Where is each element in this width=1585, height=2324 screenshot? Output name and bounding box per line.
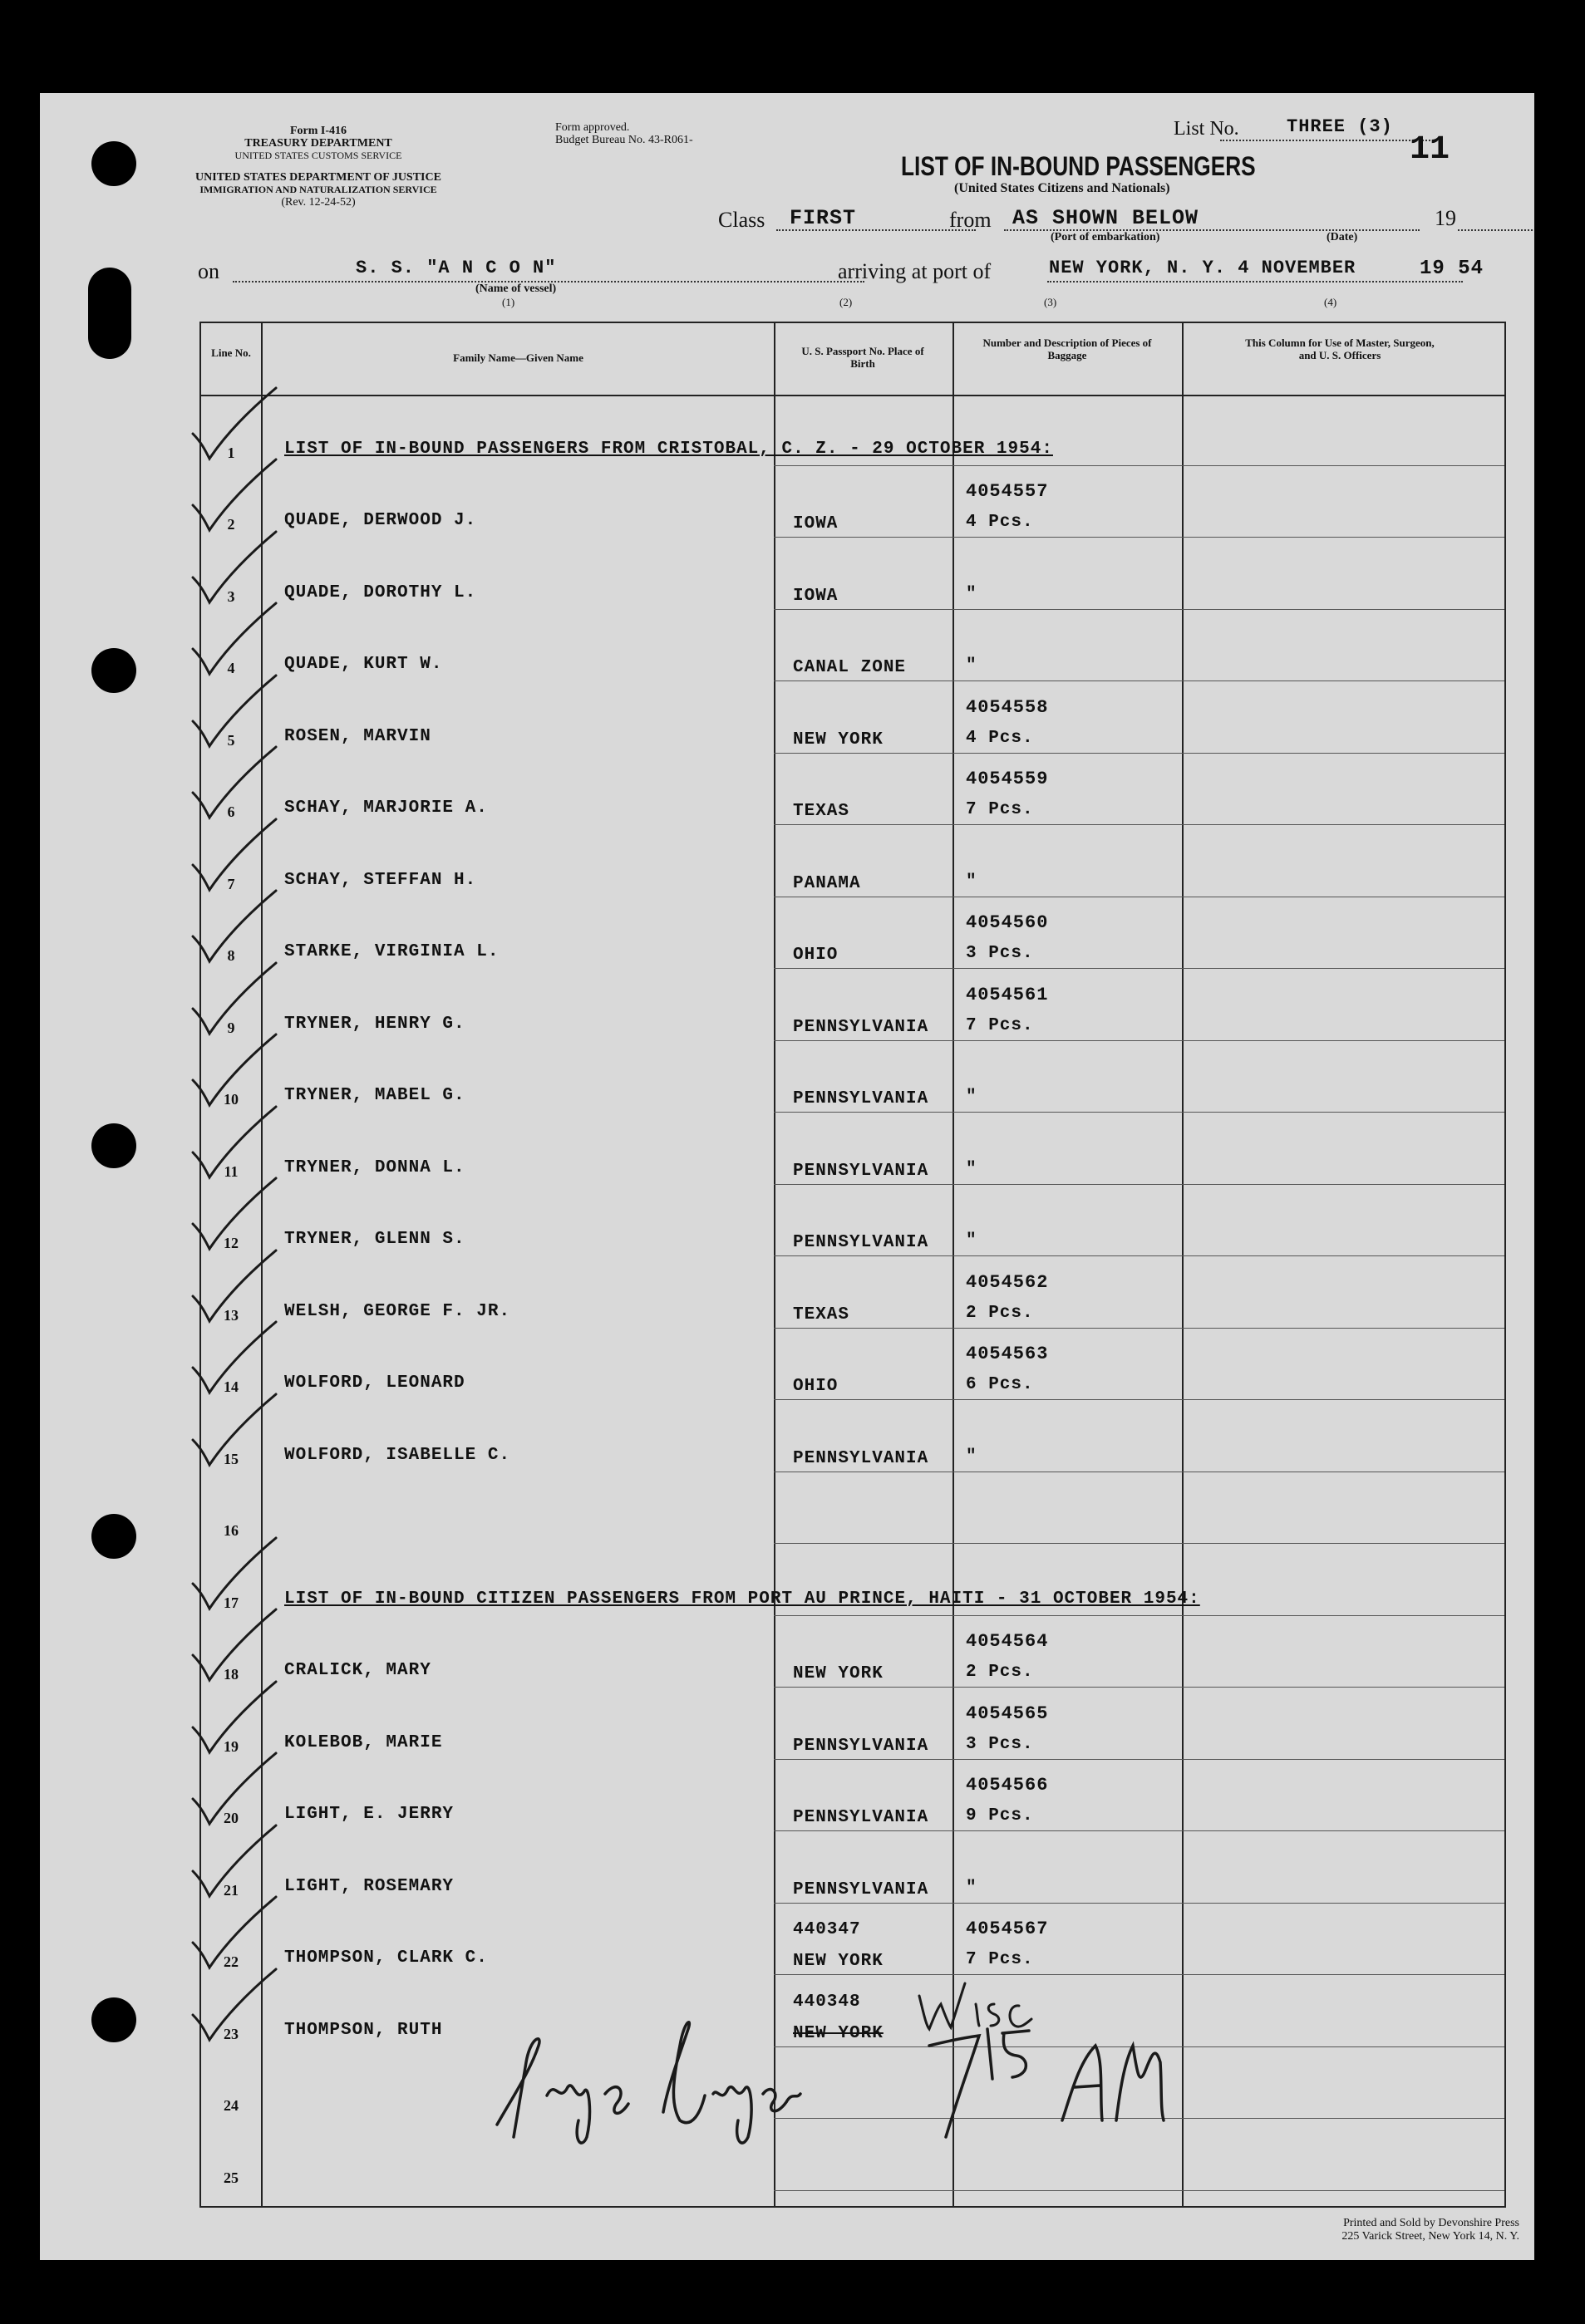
passenger-name: TRYNER, HENRY G. [284, 1014, 465, 1034]
row-rule [774, 1759, 1504, 1760]
line-number: 14 [224, 1378, 239, 1395]
line-number: 6 [227, 803, 235, 820]
list-no-value: THREE (3) [1287, 116, 1393, 137]
col-header-family-name: Family Name—Given Name [453, 351, 583, 364]
line-number: 4 [227, 660, 235, 676]
line-number: 19 [224, 1737, 239, 1755]
table-row [201, 1113, 1504, 1186]
line-number: 18 [224, 1666, 239, 1683]
treasury-department: TREASURY DEPARTMENT [244, 137, 392, 150]
passenger-name: THOMPSON, CLARK C. [284, 1948, 488, 1968]
baggage-number: 4054559 [966, 769, 1049, 789]
row-rule [774, 609, 1504, 610]
place-of-birth: PENNSYLVANIA [793, 1233, 929, 1252]
class-value: FIRST [790, 206, 857, 230]
list-no-label: List No. [1174, 118, 1239, 140]
section-heading: LIST OF IN-BOUND CITIZEN PASSENGERS FROM PORT AU PRINCE, HAITI - 31 OCTOBER 1954: [284, 1589, 1200, 1609]
budget-bureau: Budget Bureau No. 43-R061- [555, 134, 693, 146]
baggage-pieces: " [966, 872, 977, 892]
line-number: 8 [227, 947, 235, 964]
vessel-name: S. S. "A N C O N" [356, 258, 557, 278]
inspector-signature [480, 1996, 1228, 2154]
place-of-birth: PENNSYLVANIA [793, 1161, 929, 1181]
baggage-pieces: 6 Pcs. [966, 1375, 1034, 1394]
passenger-name: TRYNER, MABEL G. [284, 1086, 465, 1105]
binder-hole [88, 268, 131, 359]
table-row [201, 826, 1504, 898]
table-row [201, 1688, 1504, 1761]
birthplace-correction [911, 1979, 1061, 2037]
row-rule [774, 680, 1504, 681]
correction-text [954, 2004, 956, 2005]
row-rule [774, 1040, 1504, 1041]
passenger-name: LIGHT, ROSEMARY [284, 1876, 455, 1896]
table-row [201, 1545, 1504, 1617]
table-row [201, 395, 1504, 467]
row-rule [774, 1112, 1504, 1113]
place-of-birth: IOWA [793, 514, 839, 533]
line-number: 17 [224, 1594, 239, 1611]
baggage-number: 4054561 [966, 984, 1049, 1005]
row-rule [774, 465, 1504, 466]
year-dots [1458, 229, 1533, 231]
place-of-birth: PANAMA [793, 873, 861, 893]
table-row [201, 1401, 1504, 1473]
form-number: Form I-416 [289, 125, 347, 137]
form-approved: Form approved. [555, 121, 630, 134]
passenger-name: LIGHT, E. JERRY [284, 1805, 455, 1824]
doj-block [165, 171, 472, 209]
row-rule [774, 1974, 1504, 1975]
col-header-officers: This Column for Use of Master, Surgeon, and U. S. Officers [1245, 337, 1435, 361]
place-of-birth: IOWA [793, 586, 839, 606]
baggage-number: 4054560 [966, 912, 1049, 933]
revision-line: (Rev. 12-24-52) [281, 196, 356, 209]
list-no-dots [1220, 140, 1440, 141]
baggage-pieces: 2 Pcs. [966, 1303, 1034, 1323]
col-num-3: (3) [1044, 296, 1057, 308]
signature-text [904, 2145, 912, 2146]
passenger-name: ROSEN, MARVIN [284, 726, 431, 746]
baggage-number: 4054563 [966, 1344, 1049, 1364]
page-title: LIST OF IN-BOUND PASSENGERS [901, 151, 1256, 181]
line-number: 22 [224, 1953, 239, 1970]
place-of-birth: PENNSYLVANIA [793, 1808, 929, 1827]
place-of-birth: PENNSYLVANIA [793, 1879, 929, 1899]
passenger-name: WELSH, GEORGE F. JR. [284, 1301, 511, 1321]
place-of-birth: TEXAS [793, 802, 850, 821]
place-of-birth: OHIO [793, 1377, 839, 1396]
arrival-year: 19 54 [1420, 258, 1484, 280]
table-row [201, 1257, 1504, 1329]
ins-line: IMMIGRATION AND NATURALIZATION SERVICE [199, 184, 437, 195]
table-row [201, 1329, 1504, 1402]
binder-hole [91, 1514, 136, 1559]
col-num-2: (2) [839, 296, 853, 308]
row-rule [774, 537, 1504, 538]
baggage-number: 4054564 [966, 1631, 1049, 1652]
passenger-name: THOMPSON, RUTH [284, 2020, 443, 2040]
table-row [201, 1186, 1504, 1258]
customs-service: UNITED STATES CUSTOMS SERVICE [234, 150, 402, 161]
table-row [201, 467, 1504, 539]
line-number: 1 [227, 444, 235, 461]
passenger-name: QUADE, DERWOOD J. [284, 511, 477, 530]
place-of-birth: PENNSYLVANIA [793, 1448, 929, 1468]
baggage-pieces: 7 Pcs. [966, 800, 1034, 819]
passenger-name: TRYNER, DONNA L. [284, 1157, 465, 1177]
row-rule [774, 1184, 1504, 1185]
row-rule [774, 1830, 1504, 1831]
binder-hole [91, 648, 136, 693]
page-subtitle: (United States Citizens and Nationals) [954, 181, 1170, 195]
baggage-number: 4054565 [966, 1702, 1049, 1724]
doj-line: UNITED STATES DEPARTMENT OF JUSTICE [195, 171, 441, 184]
row-rule [774, 968, 1504, 969]
table-row [201, 898, 1504, 970]
vessel-caption: (Name of vessel) [475, 283, 557, 295]
passenger-name: QUADE, KURT W. [284, 655, 443, 674]
place-of-birth: PENNSYLVANIA [793, 1736, 929, 1756]
passenger-name: QUADE, DOROTHY L. [284, 582, 477, 602]
passport-number: 440347 [793, 1920, 861, 1939]
baggage-pieces: 3 Pcs. [966, 1734, 1034, 1754]
printer-footer [1204, 2217, 1519, 2243]
line-number: 21 [224, 1881, 239, 1899]
baggage-pieces: 4 Pcs. [966, 728, 1034, 748]
line-number: 15 [224, 1450, 239, 1467]
place-of-birth: NEW YORK [793, 1664, 884, 1683]
date-caption: (Date) [1327, 231, 1358, 243]
port-embark-caption: (Port of embarkation) [1051, 231, 1160, 243]
line-number: 16 [224, 1522, 239, 1539]
baggage-pieces: " [966, 1159, 977, 1179]
table-row [201, 682, 1504, 754]
vessel-col-num: (1) [502, 296, 515, 308]
place-of-birth: CANAL ZONE [793, 658, 907, 677]
line-number: 12 [224, 1235, 239, 1251]
baggage-pieces: " [966, 1447, 977, 1467]
line-number: 9 [227, 1019, 235, 1036]
row-rule [774, 1399, 1504, 1400]
place-of-birth: OHIO [793, 946, 839, 965]
table-row [201, 1617, 1504, 1689]
from-value: AS SHOWN BELOW [1012, 206, 1199, 230]
table-row [201, 1042, 1504, 1114]
approval-block [555, 121, 693, 146]
passenger-name: SCHAY, MARJORIE A. [284, 798, 488, 818]
baggage-pieces: " [966, 656, 977, 676]
line-number: 7 [227, 875, 235, 892]
place-of-birth: TEXAS [793, 1304, 850, 1324]
row-rule [774, 1687, 1504, 1688]
passenger-name: SCHAY, STEFFAN H. [284, 870, 477, 890]
table-row [201, 1832, 1504, 1904]
line-number: 3 [227, 587, 235, 605]
form-page [40, 93, 1534, 2260]
form-id-block [181, 125, 455, 162]
col-header-passport: U. S. Passport No. Place of Birth [801, 345, 924, 370]
baggage-number: 4054567 [966, 1919, 1049, 1939]
passenger-name: WOLFORD, LEONARD [284, 1373, 465, 1393]
baggage-number: 4054566 [966, 1775, 1049, 1796]
line-number: 25 [224, 2169, 239, 2186]
passenger-name: TRYNER, GLENN S. [284, 1230, 465, 1249]
row-rule [774, 1903, 1504, 1904]
baggage-pieces: 4 Pcs. [966, 513, 1034, 532]
baggage-pieces: " [966, 1231, 977, 1250]
table-row [201, 1761, 1504, 1833]
table-row [201, 754, 1504, 827]
arrival-dots [1047, 281, 1463, 283]
passenger-name: STARKE, VIRGINIA L. [284, 942, 500, 961]
table-row [201, 1473, 1504, 1545]
baggage-pieces: 3 Pcs. [966, 944, 1034, 963]
row-rule [774, 1543, 1504, 1544]
line-number: 5 [227, 731, 235, 749]
baggage-pieces: 2 Pcs. [966, 1663, 1034, 1682]
page-number: 11 [1410, 131, 1450, 169]
place-of-birth: PENNSYLVANIA [793, 1089, 929, 1108]
line-number: 20 [224, 1810, 239, 1826]
table-row [201, 1904, 1504, 1977]
baggage-number: 4054557 [966, 481, 1049, 502]
place-of-birth: PENNSYLVANIA [793, 1017, 929, 1037]
line-number: 10 [224, 1091, 239, 1108]
place-of-birth: NEW YORK [793, 730, 884, 749]
baggage-number: 4054558 [966, 696, 1049, 718]
binder-hole [91, 1997, 136, 2042]
arrival-value: NEW YORK, N. Y. 4 NOVEMBER [1049, 258, 1356, 278]
row-rule [774, 753, 1504, 754]
baggage-pieces: 7 Pcs. [966, 1950, 1034, 1969]
on-label: on [198, 259, 219, 283]
passenger-name: KOLEBOB, MARIE [284, 1732, 443, 1752]
line-number: 2 [227, 516, 235, 533]
place-of-birth: NEW YORK [793, 1952, 884, 1971]
line-number: 24 [224, 2097, 239, 2114]
row-rule [774, 1255, 1504, 1256]
row-rule [774, 824, 1504, 825]
table-row [201, 970, 1504, 1042]
binder-hole [91, 1123, 136, 1168]
section-heading: LIST OF IN-BOUND PASSENGERS FROM CRISTOBAL, C. Z. - 29 OCTOBER 1954: [284, 439, 1053, 459]
table-row [201, 611, 1504, 683]
col-header-baggage: Number and Description of Pieces of Baggage [982, 337, 1152, 361]
col-num-4: (4) [1324, 296, 1337, 308]
row-rule [774, 1615, 1504, 1616]
class-label: Class [718, 208, 765, 232]
row-rule [774, 1328, 1504, 1329]
table-row [201, 538, 1504, 611]
baggage-pieces: " [966, 1088, 977, 1107]
line-number: 11 [224, 1162, 239, 1180]
passenger-name: WOLFORD, ISABELLE C. [284, 1445, 511, 1465]
line-number: 23 [224, 2025, 239, 2042]
passenger-table [199, 322, 1506, 2208]
baggage-number: 4054562 [966, 1271, 1049, 1293]
from-label: from [949, 208, 992, 232]
printer-line-2: 225 Varick Street, New York 14, N. Y. [1341, 2230, 1519, 2243]
row-rule [774, 2190, 1504, 2191]
passport-number: 440348 [793, 1992, 861, 2012]
baggage-pieces: 9 Pcs. [966, 1806, 1034, 1825]
baggage-pieces: " [966, 584, 977, 604]
year-prefix: 19 [1435, 206, 1456, 230]
baggage-pieces: 7 Pcs. [966, 1015, 1034, 1035]
binder-hole [91, 141, 136, 186]
passenger-name: CRALICK, MARY [284, 1661, 431, 1680]
baggage-pieces: " [966, 1878, 977, 1898]
place-of-birth: NEW YORK [793, 2023, 884, 2043]
printer-line-1: Printed and Sold by Devonshire Press [1343, 2217, 1519, 2229]
arriving-label: arriving at port of [838, 259, 992, 283]
col-header-line-no: Line No. [211, 346, 251, 359]
line-number: 13 [224, 1306, 239, 1324]
